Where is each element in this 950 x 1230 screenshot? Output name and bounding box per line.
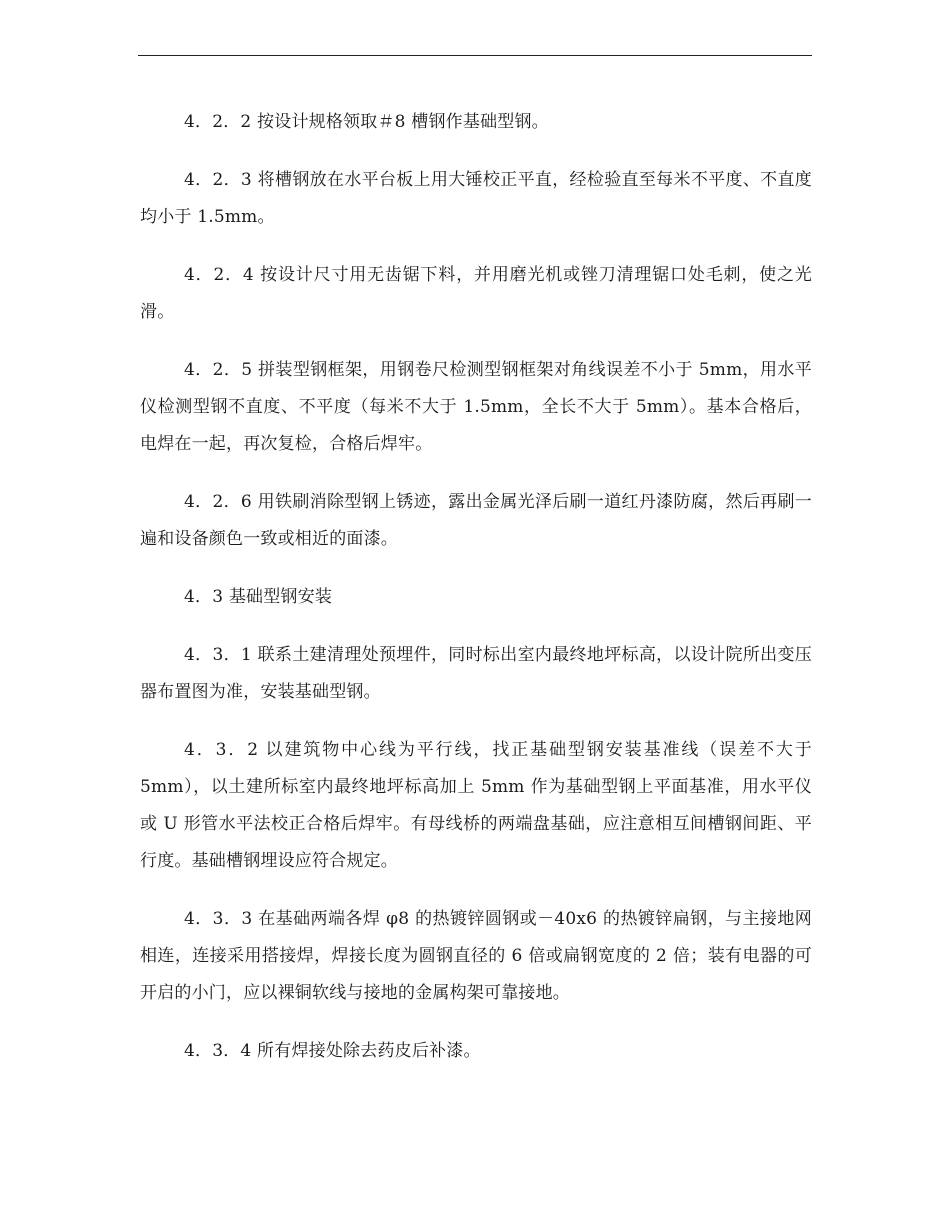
paragraph-4-2-5: 4．2．5 拼装型钢框架，用钢卷尺检测型钢框架对角线误差不小于 5mm，用水平仪检测型钢不直度、不平度（每米不大于 1.5mm，全长不大于 5mm）。基本合格后，电焊在一起，再次复检，合格后焊牢。 bbox=[140, 360, 812, 454]
header-rule bbox=[138, 55, 812, 56]
document-body bbox=[140, 104, 812, 1091]
paragraph-4-2-3: 4．2．3 将槽钢放在水平台板上用大锤校正平直，经检验直至每米不平度、不直度均小于 1.5mm。 bbox=[140, 170, 812, 227]
paragraph-4-2-4: 4．2．4 按设计尺寸用无齿锯下料，并用磨光机或锉刀清理锯口处毛刺，使之光滑。 bbox=[140, 265, 812, 322]
section-heading-4-3: 4．3 基础型钢安装 bbox=[184, 587, 333, 607]
paragraph-4-3-3: 4．3．3 在基础两端各焊 φ8 的热镀锌圆钢或－40x6 的热镀锌扁钢，与主接地网相连，连接采用搭接焊，焊接长度为圆钢直径的 6 倍或扁钢宽度的 2 倍；装有电器的可开启的小门，应以裸铜软线与接地的金属构架可靠接地。 bbox=[140, 909, 812, 1003]
paragraph-4-2-6: 4．2．6 用铁刷消除型钢上锈迹，露出金属光泽后刷一道红丹漆防腐，然后再刷一遍和设备颜色一致或相近的面漆。 bbox=[140, 492, 812, 549]
paragraph-4-3-1: 4．3．1 联系土建清理处预埋件，同时标出室内最终地坪标高，以设计院所出变压器布置图为准，安装基础型钢。 bbox=[140, 645, 812, 702]
paragraph-4-2-2: 4．2．2 按设计规格领取＃8 槽钢作基础型钢。 bbox=[184, 112, 549, 132]
paragraph-4-3-2: 4．3．2 以建筑物中心线为平行线，找正基础型钢安装基准线（误差不大于 5mm），以土建所标室内最终地坪标高加上 5mm 作为基础型钢上平面基准，用水平仪或 U 形管水平法校正合格后焊牢。有母线桥的两端盘基础，应注意相互间槽钢间距、平行度。基础槽钢埋设应符合规定。 bbox=[140, 740, 812, 871]
paragraph-4-3-4: 4．3．4 所有焊接处除去药皮后补漆。 bbox=[184, 1041, 481, 1061]
